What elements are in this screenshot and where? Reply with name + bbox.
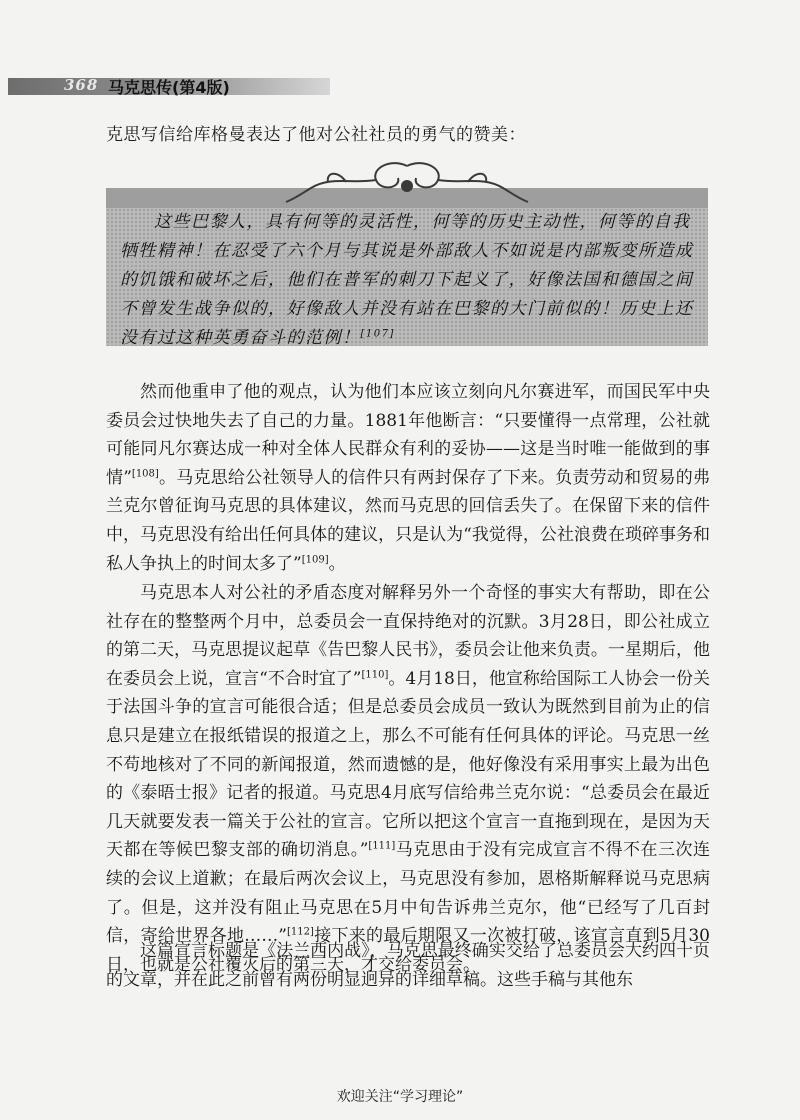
paragraph-2-text-1: 马克思本人对公社的矛盾态度对解释另外一个奇怪的事实大有帮助，即在公社存在的整整两个月中，总委员会一直保持绝对的沉默。3月28日，即公社成立的第二天，马克思提议起草《告巴黎人民书》，委员会让他来负责。一星期后，他在委员会上说，宣言“不合时宜了” — [106, 583, 710, 689]
ornament-icon — [106, 158, 708, 208]
book-title: 马克思传(第4版) — [108, 78, 230, 97]
paragraph-2-text-3: 马克思由于没有完成宣言不得不在三次连续的会议上道歉；在最后两次会议上，马克思没有参加，恩格斯解释说马克思病了。但是，这并没有阻止马克思在5月中旬告诉弗兰克尔，他“已经写了几百封信，寄给世界各地……” — [106, 840, 710, 947]
paragraph-2-text-4: 接下来的最后期限又一次被打破，该宣言直到5月30日，也就是公社覆灭后的第三天，才交给委员会。 — [106, 926, 710, 975]
intro-line: 克思写信给库格曼表达了他对公社社员的勇气的赞美： — [106, 125, 526, 145]
paragraph-3 — [106, 937, 710, 994]
footnote-ref-111: [111] — [368, 840, 396, 852]
footnote-ref-108: [108] — [131, 468, 159, 480]
footer-text: 欢迎关注“学习理论” — [336, 1089, 464, 1105]
paragraph-1-text-3: 。 — [328, 553, 346, 574]
paragraph-2 — [106, 579, 710, 979]
footnote-ref-112: [112] — [287, 926, 314, 938]
paragraph-1 — [106, 378, 710, 578]
paragraph-3-text-1: 这篇宣言标题是《法兰西内战》，马克思最终确实交给了总委员会大约四十页的文章，并在此之前曾有两份明显迥异的详细草稿。这些手稿与其他东 — [106, 941, 710, 990]
quote-ref: [107] — [360, 328, 395, 340]
page-number: 368 — [64, 76, 99, 94]
quote-body: 这些巴黎人，具有何等的灵活性，何等的历史主动性，何等的自我牺牲精神！在忍受了六个月与其说是外部敌人不如说是内部叛变所造成的饥饿和破坏之后，他们在普军的刺刀下起义了，好像法国和德国之间不曾发生战争似的，好像敌人并没有站在巴黎的大门前似的！历史上还没有过这种英勇奋斗的范例！ — [120, 212, 694, 348]
footnote-ref-110: [110] — [361, 669, 389, 681]
paragraph-1-text-2: 。马克思给公社领导人的信件只有两封保存了下来。负责劳动和贸易的弗兰克尔曾征询马克思的具体建议，然而马克思的回信丢失了。在保留下来的信件中，马克思没有给出任何具体的建议，只是认为“我觉得，公社浪费在琐碎事务和私人争执上的时间太多了” — [106, 467, 710, 574]
paragraph-1-text-1: 然而他重申了他的观点，认为他们本应该立刻向凡尔赛进军，而国民军中央委员会过快地失去了自己的力量。1881年他断言：“只要懂得一点常理，公社就可能同凡尔赛达成一种对全体人民群众有利的妥协——这是当时唯一能做到的事情” — [106, 382, 710, 488]
quote-text — [120, 208, 696, 353]
footnote-ref-109: [109] — [301, 553, 329, 565]
paragraph-2-text-2: 。4月18日，他宣称给国际工人协会一份关于法国斗争的宣言可能很合适；但是总委员会成员一致认为既然到目前为止的信息只是建立在报纸错误的报道之上，那么不可能有任何具体的评论。马克思一丝不苟地核对了不同的新闻报道，然而遗憾的是，他好像没有采用事实上最为出色的《泰晤士报》记者的报道。马克思4月底写信给弗兰克尔说：“总委员会在最近几天就要发表一篇关于公社的宣言。它所以把这个宣言一直拖到现在，是因为天天都在等候巴黎支部的确切消息。” — [106, 668, 710, 861]
